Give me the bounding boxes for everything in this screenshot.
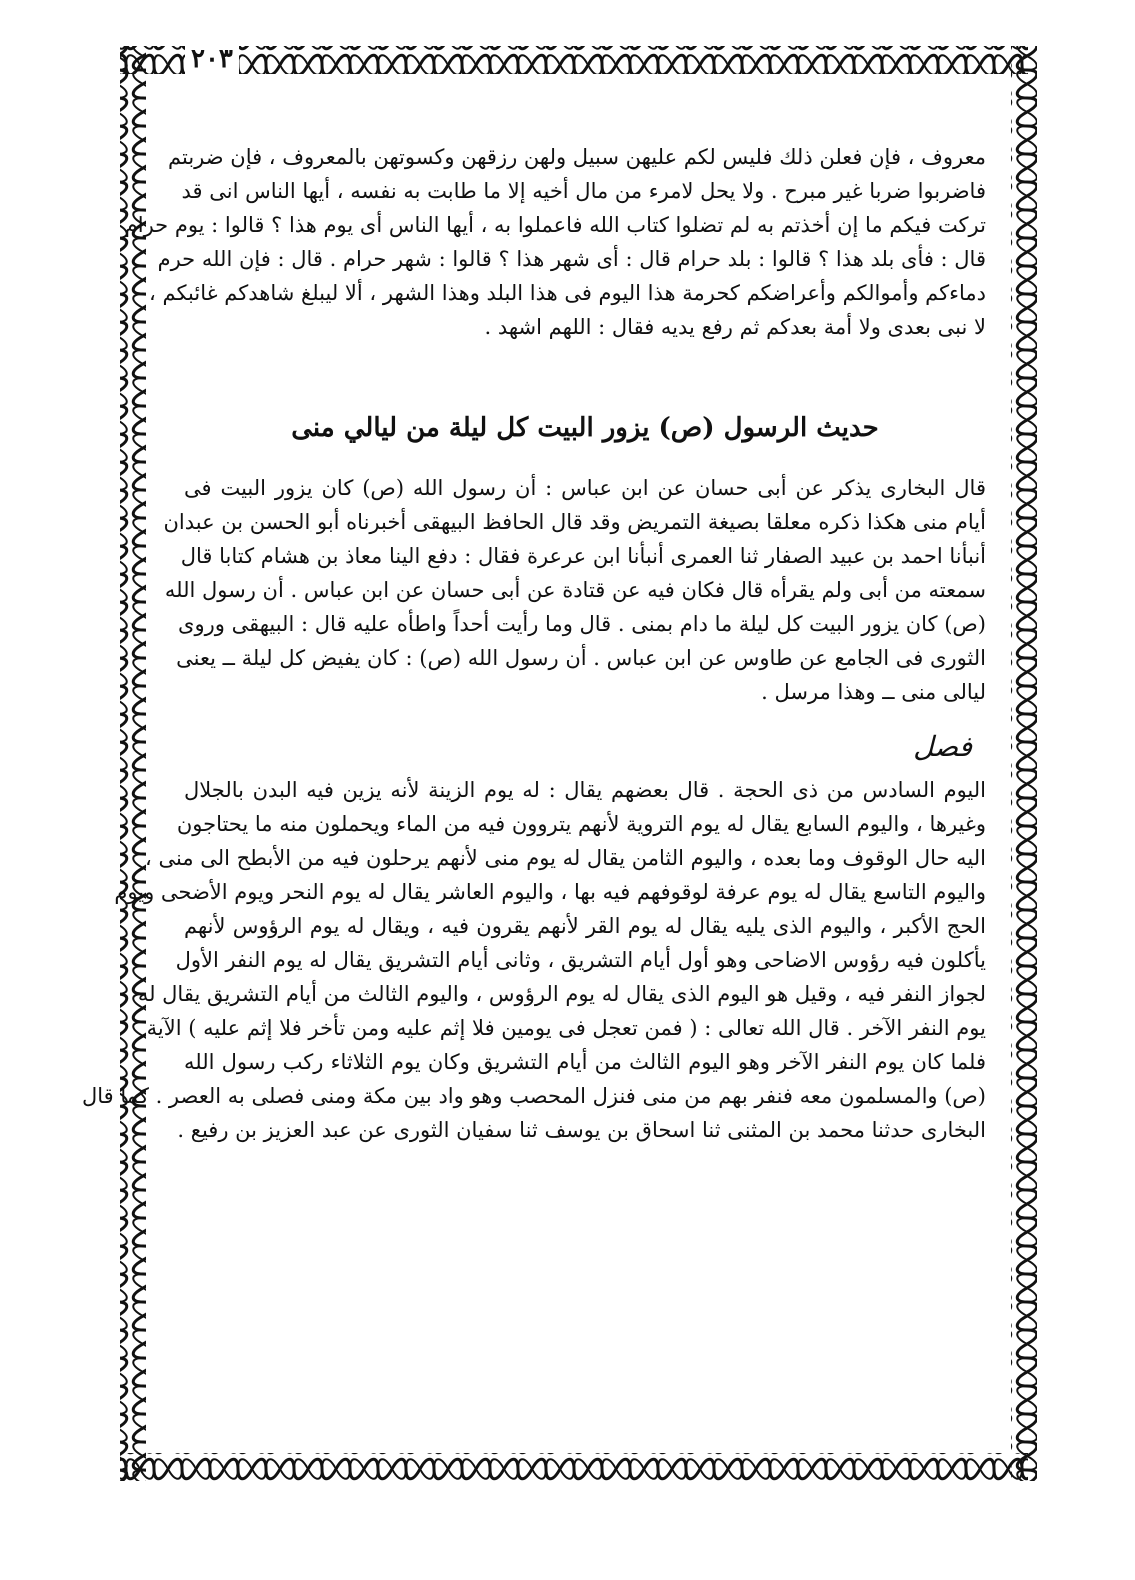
text-line: البخارى حدثنا محمد بن المثنى ثنا اسحاق بن يوسف ثنا سفيان الثورى عن عبد العزيز بن رفيع . xyxy=(177,1118,986,1142)
section-title-text: فصل xyxy=(913,730,972,763)
border-top xyxy=(120,46,1028,74)
text-line: قال : فأى بلد هذا ؟ قالوا : بلد حرام قال : أى شهر هذا ؟ قالوا : شهر حرام . قال : فإن الله حرم xyxy=(157,247,986,271)
text-line: الحج الأكبر ، واليوم الذى يليه يقال له يوم القر لأنهم يقرون فيه ، ويقال له يوم الرؤوس لأنهم xyxy=(184,914,986,938)
section-title-fasl xyxy=(184,727,986,767)
text-line: يأكلون فيه رؤوس الاضاحى وهو أول أيام التشريق ، وثانى أيام التشريق يقال له يوم النفر الأول xyxy=(175,948,986,972)
text-line: وغيرها ، واليوم السابع يقال له يوم التروية لأنهم يتروون فيه من الماء ويحملون منه ما يحتاجون xyxy=(176,812,986,836)
page-content xyxy=(81,140,986,1147)
text-line: يوم النفر الآخر . قال الله تعالى : ( فمن تعجل فى يومين فلا إثم عليه ومن تأخر فلا إثم عليه ) الآية xyxy=(146,1016,986,1040)
text-line: أيام منى هكذا ذكره معلقا بصيغة التمريض وقد قال الحافظ البيهقى أخبرناه أبو الحسن بن عبدان xyxy=(163,510,986,534)
text-line: اليوم السادس من ذى الحجة . قال بعضهم يقال : له يوم الزينة لأنه يزين فيه البدن بالجلال xyxy=(184,778,986,802)
text-line: الثورى فى الجامع عن طاوس عن ابن عباس . أن رسول الله (ص) : كان يفيض كل ليلة ــ يعنى xyxy=(176,646,986,670)
paragraph-bukhari xyxy=(163,471,986,709)
text-line: قال البخارى يذكر عن أبى حسان عن ابن عباس : أن رسول الله (ص) كان يزور البيت فى xyxy=(184,476,986,500)
text-line: (ص) والمسلمون معه فنفر بهم من منى فنزل المحصب وهو واد بين مكة ومنى فصلى به العصر . كما قال xyxy=(81,1084,986,1108)
border-right xyxy=(1011,46,1037,1481)
text-line: لا نبى بعدى ولا أمة بعدكم ثم رفع يديه فقال : اللهم اشهد . xyxy=(484,315,986,339)
text-line: فلما كان يوم النفر الآخر وهو اليوم الثالث من أيام التشريق وكان يوم الثلاثاء ركب رسول الله xyxy=(184,1050,986,1074)
paragraph-days xyxy=(81,773,986,1147)
text-line: اليه حال الوقوف وما بعده ، واليوم الثامن يقال له يوم منى لأنهم يرحلون فيه من الأبطح الى منى ، xyxy=(145,846,986,870)
section-heading: حديث الرسول (ص) يزور البيت كل ليلة من ليالي منى xyxy=(291,413,879,443)
text-line: (ص) كان يزور البيت كل ليلة ما دام بمنى . قال وما رأيت أحداً واطأه عليه قال : البيهقى وروى xyxy=(178,612,986,636)
text-line: ليالى منى ــ وهذا مرسل . xyxy=(761,680,986,704)
paragraph-hadith-end xyxy=(124,140,986,393)
text-line: أنبأنا احمد بن عبيد الصفار ثنا العمرى أنبأنا ابن عرعرة فقال : دفع الينا معاذ بن هشام كتابا قال xyxy=(180,544,986,568)
text-line: معروف ، فإن فعلن ذلك فليس لكم عليهن سبيل ولهن رزقهن وكسوتهن بالمعروف ، فإن ضربتم xyxy=(168,145,986,169)
text-line: دماءكم وأموالكم وأعراضكم كحرمة هذا اليوم فى هذا البلد وهذا الشهر ، ألا ليبلغ شاهدكم غائبكم ، xyxy=(149,281,986,305)
border-left xyxy=(120,46,146,1481)
border-bottom xyxy=(120,1453,1028,1481)
page-number: ٢٠٣ xyxy=(185,42,239,76)
text-line: سمعته من أبى ولم يقرأه قال فكان فيه عن قتادة عن أبى حسان عن ابن عباس . أن رسول الله xyxy=(164,578,986,602)
text-line: لجواز النفر فيه ، وقيل هو اليوم الذى يقال له يوم الرؤوس ، واليوم الثالث من أيام التشريق يقال له xyxy=(137,982,986,1006)
text-line: تركت فيكم ما إن أخذتم به لم تضلوا كتاب الله فاعملوا به ، أيها الناس أى يوم هذا ؟ قالوا : يوم حرام xyxy=(124,213,986,237)
text-line: واليوم التاسع يقال له يوم عرفة لوقوفهم فيه بها ، واليوم العاشر يقال له يوم النحر ويوم الأضحى ويوم xyxy=(114,880,986,904)
text-line: فاضربوا ضربا غير مبرح . ولا يحل لامرء من مال أخيه إلا ما طابت به نفسه ، أيها الناس انى قد xyxy=(181,179,986,203)
